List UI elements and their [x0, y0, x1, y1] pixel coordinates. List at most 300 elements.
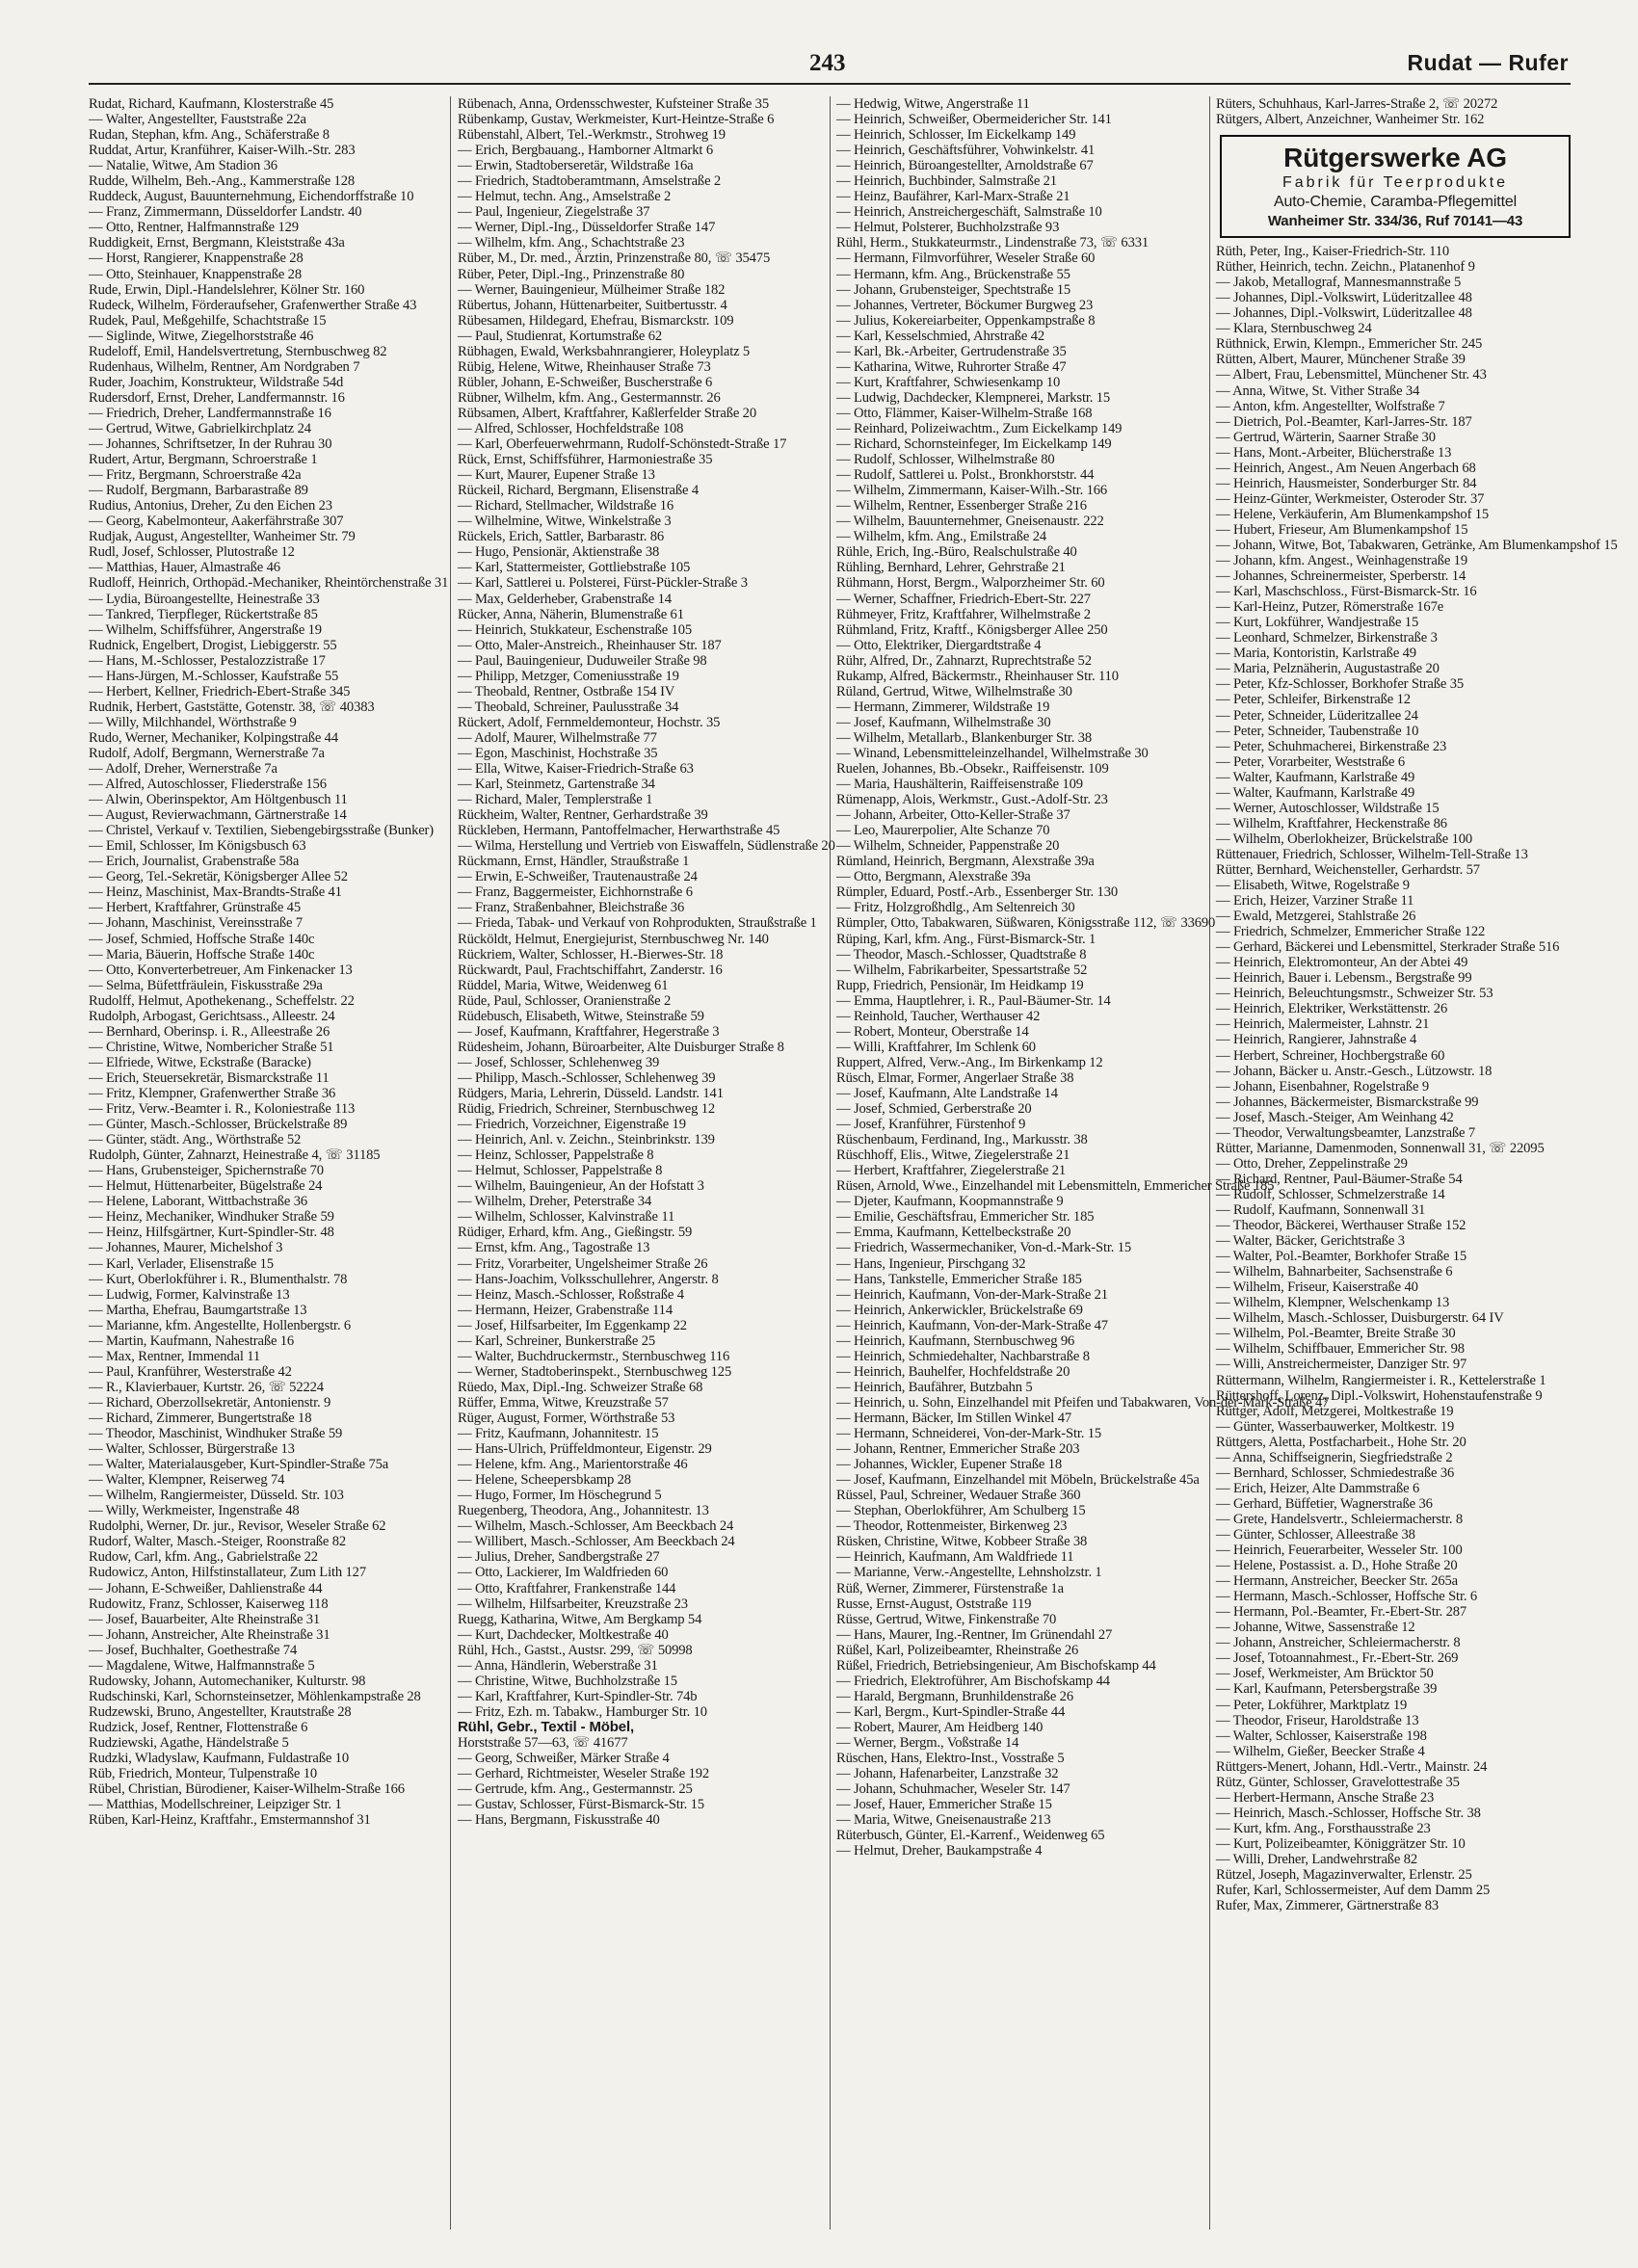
directory-entry: Rudde, Wilhelm, Beh.-Ang., Kammerstraße 128 — [89, 173, 355, 190]
directory-entry: — Erich, Heizer, Varziner Straße 11 — [1216, 893, 1414, 910]
directory-entry: Rudenhaus, Wilhelm, Rentner, Am Nordgraben 7 — [89, 358, 360, 375]
directory-entry: Rüsch, Elmar, Former, Angerlaer Straße 38 — [836, 1069, 1074, 1086]
directory-entry: Rücker, Anna, Näherin, Blumenstraße 61 — [458, 606, 684, 622]
directory-entry: Rücköldt, Helmut, Energiejurist, Sternbuschweg Nr. 140 — [458, 931, 769, 947]
directory-entry: — Karl, Verlader, Elisenstraße 15 — [89, 1255, 274, 1272]
directory-entry: — Theodor, Verwaltungsbeamter, Lanzstraße 7 — [1216, 1124, 1476, 1141]
directory-entry: — Heinz, Mechaniker, Windhuker Straße 59 — [89, 1209, 334, 1226]
directory-entry: — Hermann, Schneiderei, Von-der-Mark-Str. 15 — [836, 1426, 1102, 1442]
directory-entry: — Werner, Bauingenieur, Mülheimer Straße 182 — [458, 281, 726, 298]
directory-entry: — Grete, Handelsvertr., Schleiermacherstr. 8 — [1216, 1511, 1463, 1527]
directory-entry: Rüschenbaum, Ferdinand, Ing., Markusstr. 38 — [836, 1132, 1088, 1148]
directory-entry: Rückleben, Hermann, Pantoffelmacher, Herwarthstraße 45 — [458, 823, 780, 839]
directory-entry: — Frieda, Tabak- und Verkauf von Rohprodukten, Straußstraße 1 — [458, 915, 817, 932]
directory-entry: — Johann, Rentner, Emmericher Straße 203 — [836, 1441, 1080, 1458]
directory-entry: — Paul, Studienrat, Kortumstraße 62 — [458, 328, 663, 344]
directory-entry: — Friedrich, Vorzeichner, Eigenstraße 19 — [458, 1117, 686, 1133]
directory-entry: Rückheim, Walter, Rentner, Gerhardstraße 39 — [458, 807, 708, 824]
directory-entry: — Günter, städt. Ang., Wörthstraße 52 — [89, 1132, 302, 1148]
directory-entry: Rümenapp, Alois, Werkmstr., Gust.-Adolf-Str. 23 — [836, 792, 1108, 808]
directory-entry: — Johann, Witwe, Bot, Tabakwaren, Getränke, Am Blumenkampshof 15 — [1216, 537, 1618, 553]
directory-entry: — Rudolf, Schlosser, Schmelzerstraße 14 — [1216, 1186, 1445, 1202]
directory-entry: Rückeil, Richard, Bergmann, Elisenstraße 4 — [458, 483, 699, 499]
directory-entry: Rübesamen, Hildegard, Ehefrau, Bismarckstr. 109 — [458, 312, 734, 329]
directory-column-1 — [89, 96, 449, 1829]
directory-entry: — Otto, Lackierer, Im Waldfrieden 60 — [458, 1565, 669, 1581]
directory-entry: — Ella, Witwe, Kaiser-Friedrich-Straße 63 — [458, 761, 694, 778]
directory-entry: — Walter, Kaufmann, Karlstraße 49 — [1216, 769, 1415, 785]
directory-entry: — Hans, Mont.-Arbeiter, Blücherstraße 13 — [1216, 444, 1452, 461]
directory-entry: — Klara, Sternbuschweg 24 — [1216, 321, 1372, 337]
directory-entry: — Maria, Bäuerin, Hoffsche Straße 140c — [89, 946, 315, 963]
directory-column-2 — [458, 96, 835, 1829]
directory-entry: — Helmut, Schlosser, Pappelstraße 8 — [458, 1163, 663, 1179]
directory-entry: Rübenkamp, Gustav, Werkmeister, Kurt-Heintze-Straße 6 — [458, 112, 775, 128]
directory-entry: — Wilhelm, Masch.-Schlosser, Duisburgerstr. 64 IV — [1216, 1310, 1504, 1327]
directory-entry: — Hans, M.-Schlosser, Pestalozzistraße 17 — [89, 652, 326, 669]
directory-entry: — Werner, Dipl.-Ing., Düsseldorfer Straße 147 — [458, 220, 716, 236]
directory-entry: — Heinrich, Bauer i. Lebensm., Bergstraße 99 — [1216, 970, 1472, 987]
directory-entry: — Heinz, Masch.-Schlosser, Roßstraße 4 — [458, 1286, 684, 1303]
directory-entry: — Wilma, Herstellung und Vertrieb von Eiswaffeln, Südlenstraße 20 — [458, 838, 835, 855]
directory-entry: — Gerhard, Büffetier, Wagnerstraße 36 — [1216, 1495, 1433, 1512]
directory-entry: — Gustav, Schlosser, Fürst-Bismarck-Str. 15 — [458, 1797, 704, 1813]
directory-entry: Rudorf, Walter, Masch.-Steiger, Roonstraße 82 — [89, 1534, 347, 1550]
directory-entry: — Johann, E-Schweißer, Dahlienstraße 44 — [89, 1580, 323, 1596]
directory-entry: — Fritz, Kaufmann, Johannitestr. 15 — [458, 1426, 659, 1442]
directory-entry: — Siglinde, Witwe, Ziegelhorststraße 46 — [89, 328, 314, 344]
directory-entry: Rudek, Paul, Meßgehilfe, Schachtstraße 15 — [89, 312, 327, 329]
directory-entry: — Karl, Kesselschmied, Ahrstraße 42 — [836, 328, 1045, 344]
directory-entry: — Theodor, Rottenmeister, Birkenweg 23 — [836, 1518, 1068, 1535]
directory-entry: Ruddeck, August, Bauunternehmung, Eichendorffstraße 10 — [89, 189, 414, 205]
directory-entry: — Otto, Steinhauer, Knappenstraße 28 — [89, 266, 302, 282]
directory-entry: — Paul, Bauingenieur, Duduweiler Straße 98 — [458, 652, 707, 669]
directory-entry: — Otto, Dreher, Zeppelinstraße 29 — [1216, 1155, 1408, 1172]
directory-entry: — Helene, Scheepersbkamp 28 — [458, 1472, 631, 1489]
directory-entry: Rüther, Heinrich, techn. Zeichn., Platanenhof 9 — [1216, 259, 1475, 276]
directory-entry: — Alfred, Autoschlosser, Fliederstraße 156 — [89, 777, 327, 793]
directory-entry: Rüßel, Friedrich, Betriebsingenieur, Am Bischofskamp 44 — [836, 1657, 1156, 1674]
directory-entry: — Winand, Lebensmitteleinzelhandel, Wilhelmstraße 30 — [836, 745, 1149, 761]
directory-entry: — Josef, Kaufmann, Einzelhandel mit Möbeln, Brückelstraße 45a — [836, 1472, 1200, 1489]
directory-entry: — Heinz, Baufährer, Karl-Marx-Straße 21 — [836, 189, 1070, 205]
directory-entry: — Josef, Schmied, Hoffsche Straße 140c — [89, 931, 315, 947]
directory-entry: — Franz, Straßenbahner, Bleichstraße 36 — [458, 900, 685, 916]
directory-entry: — Elisabeth, Witwe, Rogelstraße 9 — [1216, 878, 1410, 894]
directory-entry: — Johann, Maschinist, Vereinsstraße 7 — [89, 915, 303, 932]
directory-entry: Rüber, M., Dr. med., Ärztin, Prinzenstraße 80, ☏ 35475 — [458, 251, 771, 267]
directory-entry: Rüdig, Friedrich, Schreiner, Sternbuschweg 12 — [458, 1101, 716, 1118]
directory-entry: — Hermann, Anstreicher, Beecker Str. 265a — [1216, 1573, 1459, 1590]
directory-entry: — Johannes, Vertreter, Böckumer Burgweg 23 — [836, 297, 1094, 313]
directory-entry: Rudolf, Adolf, Bergmann, Wernerstraße 7a — [89, 745, 325, 761]
directory-entry: — Theodor, Friseur, Haroldstraße 13 — [1216, 1712, 1419, 1728]
directory-entry: Ruder, Joachim, Konstrukteur, Wildstraße 54d — [89, 374, 344, 390]
directory-entry: — Anna, Witwe, St. Vither Straße 34 — [1216, 382, 1420, 399]
directory-entry: — R., Klavierbauer, Kurtstr. 26, ☏ 52224 — [89, 1379, 324, 1395]
directory-entry: — Karl, Oberfeuerwehrmann, Rudolf-Schönstedt-Straße 17 — [458, 436, 787, 453]
directory-entry: — Günter, Wasserbauwerker, Moltkestr. 19 — [1216, 1418, 1455, 1435]
directory-entry: — Wilhelm, Masch.-Schlosser, Am Beeckbach 24 — [458, 1518, 734, 1535]
directory-entry: Rütten, Albert, Maurer, Münchener Straße 39 — [1216, 352, 1466, 368]
directory-column-4 — [1216, 96, 1618, 1914]
directory-entry: — Richard, Maler, Templerstraße 1 — [458, 792, 653, 808]
directory-entry: Rudert, Artur, Bergmann, Schroerstraße 1 — [89, 452, 318, 468]
directory-entry: — Kurt, Polizeibeamter, Königgrätzer Str. 10 — [1216, 1835, 1466, 1852]
directory-entry: — Günter, Masch.-Schlosser, Brückelstraße 89 — [89, 1117, 348, 1133]
directory-entry: Rüping, Karl, kfm. Ang., Fürst-Bismarck-Str. 1 — [836, 931, 1096, 947]
directory-entry: — Gertrude, kfm. Ang., Gestermannstr. 25 — [458, 1781, 693, 1798]
directory-entry: — Heinrich, Geschäftsführer, Vohwinkelstr. 41 — [836, 143, 1096, 159]
directory-entry: Rübner, Wilhelm, kfm. Ang., Gestermannstr. 26 — [458, 389, 721, 406]
advertisement-tagline: Fabrik für Teerprodukte — [1281, 174, 1509, 192]
directory-entry: — Walter, Kaufmann, Karlstraße 49 — [1216, 784, 1415, 801]
directory-entry: — Josef, Kaufmann, Alte Landstraße 14 — [836, 1086, 1058, 1101]
directory-entry: Rudschinski, Karl, Schornsteinsetzer, Möhlenkampstraße 28 — [89, 1688, 421, 1704]
directory-entry: — Otto, Rentner, Halfmannstraße 129 — [89, 220, 299, 236]
directory-entry: — Richard, Stellmacher, Wildstraße 16 — [458, 498, 674, 514]
directory-entry: Rüschen, Hans, Elektro-Inst., Vosstraße 5 — [836, 1751, 1065, 1767]
directory-entry: — Heinrich, Beleuchtungsmstr., Schweizer Str. 53 — [1216, 986, 1493, 1002]
directory-entry: — Gertrud, Witwe, Gabrielkirchplatz 24 — [89, 420, 311, 436]
directory-entry: Rudolph, Arbogast, Gerichtsass., Alleestr. 24 — [89, 1008, 335, 1024]
directory-entry: — Helene, Laborant, Wittbachstraße 36 — [89, 1194, 308, 1210]
directory-entry: Rückels, Erich, Sattler, Barbarastr. 86 — [458, 529, 665, 545]
directory-entry: Rudat, Richard, Kaufmann, Klosterstraße 45 — [89, 96, 334, 112]
directory-entry: — Heinrich, Elektriker, Werkstättenstr. 26 — [1216, 1001, 1448, 1017]
directory-entry: — Ewald, Metzgerei, Stahlstraße 26 — [1216, 909, 1416, 925]
directory-entry: — Ernst, kfm. Ang., Tagostraße 13 — [458, 1240, 650, 1256]
advertisement-address: Wanheimer Str. 334/36, Ruf 70141—43 — [1267, 213, 1523, 230]
directory-entry: — Richard, Rentner, Paul-Bäumer-Straße 54 — [1216, 1171, 1463, 1187]
directory-entry: — Albert, Frau, Lebensmittel, Münchener Str. 43 — [1216, 367, 1487, 383]
directory-entry: — Peter, Lokführer, Marktplatz 19 — [1216, 1697, 1408, 1713]
directory-entry: Rüterbusch, Günter, El.-Karrenf., Weidenweg 65 — [836, 1828, 1105, 1844]
directory-entry: — Wilhelm, Gießer, Beecker Straße 4 — [1216, 1743, 1425, 1759]
directory-entry: — Theodor, Bäckerei, Werthauser Straße 152 — [1216, 1218, 1466, 1234]
directory-entry: — Hermann, Heizer, Grabenstraße 114 — [458, 1302, 673, 1318]
directory-entry: — Helene, Postassist. a. D., Hohe Straße 20 — [1216, 1558, 1458, 1574]
advertisement-products: Auto-Chemie, Caramba-Pflegemittel — [1273, 194, 1518, 211]
directory-entry: — Heinz, Hilfsgärtner, Kurt-Spindler-Str. 48 — [89, 1225, 334, 1241]
directory-entry: Rühmland, Fritz, Kraftf., Königsberger Allee 250 — [836, 621, 1108, 638]
directory-entry: Rückert, Adolf, Fernmeldemonteur, Hochstr. 35 — [458, 714, 721, 730]
directory-entry: — Heinz, Maschinist, Max-Brandts-Straße 41 — [89, 884, 342, 901]
directory-entry: Rückmann, Ernst, Händler, Straußstraße 1 — [458, 854, 690, 870]
directory-entry: Rüsen, Arnold, Wwe., Einzelhandel mit Lebensmitteln, Emmericher Straße 185 — [836, 1178, 1275, 1195]
directory-entry: — Hans, Ingenieur, Pirschgang 32 — [836, 1255, 1026, 1272]
directory-entry: Rüdebusch, Elisabeth, Witwe, Steinstraße 59 — [458, 1008, 704, 1024]
directory-entry: — Heinrich, Büroangestellter, Arnoldstraße 67 — [836, 158, 1094, 174]
directory-entry: — Johann, Bäcker u. Anstr.-Gesch., Lützowstr. 18 — [1216, 1063, 1493, 1079]
directory-entry: — Josef, Schmied, Gerberstraße 20 — [836, 1101, 1032, 1118]
directory-entry: Rude, Erwin, Dipl.-Handelslehrer, Kölner Str. 160 — [89, 281, 365, 298]
directory-entry: Rübertus, Johann, Hüttenarbeiter, Suitbertusstr. 4 — [458, 297, 727, 313]
directory-entry: — Karl, Bk.-Arbeiter, Gertrudenstraße 35 — [836, 343, 1067, 359]
directory-entry: — Günter, Schlosser, Alleestraße 38 — [1216, 1526, 1415, 1543]
directory-entry: — Hans, Grubensteiger, Spichernstraße 70 — [89, 1163, 324, 1179]
directory-entry: — Walter, Klempner, Reiserweg 74 — [89, 1472, 285, 1489]
directory-entry: — Heinrich, u. Sohn, Einzelhandel mit Pfeifen und Tabakwaren, Von-der-Mark-Straße 47 — [836, 1394, 1330, 1411]
directory-entry: — Heinrich, Masch.-Schlosser, Hoffsche Str. 38 — [1216, 1805, 1481, 1821]
directory-entry: — Fritz, Ezh. m. Tabakw., Hamburger Str. 10 — [458, 1703, 707, 1720]
directory-entry: — Richard, Zimmerer, Bungertstraße 18 — [89, 1410, 312, 1426]
directory-entry: — Herbert, Kraftfahrer, Ziegelerstraße 21 — [836, 1163, 1066, 1179]
directory-entry: — Karl, Kaufmann, Petersbergstraße 39 — [1216, 1681, 1438, 1698]
directory-entry: — Georg, Kabelmonteur, Aakerfährstraße 307 — [89, 514, 344, 530]
directory-entry: Rüdiger, Erhard, kfm. Ang., Gießingstr. 59 — [458, 1225, 693, 1241]
directory-entry: Rüßel, Karl, Polizeibeamter, Rheinstraße 26 — [836, 1642, 1079, 1658]
directory-entry: Rüben, Karl-Heinz, Kraftfahr., Emstermannshof 31 — [89, 1812, 371, 1829]
running-head: Rudat — Rufer — [1407, 50, 1569, 75]
directory-entry: — Magdalene, Witwe, Halfmannstraße 5 — [89, 1657, 315, 1674]
directory-entry: — Josef, Totoannahmest., Fr.-Ebert-Str. 269 — [1216, 1650, 1459, 1667]
directory-entry: Rübhagen, Ewald, Werksbahnrangierer, Holeyplatz 5 — [458, 343, 751, 359]
directory-entry: — Helene, Verkäuferin, Am Blumenkampshof 15 — [1216, 506, 1490, 522]
directory-entry: Rüß, Werner, Zimmerer, Fürstenstraße 1a — [836, 1580, 1064, 1596]
directory-entry: — Heinrich, Kaufmann, Von-der-Mark-Straße 47 — [836, 1317, 1108, 1333]
directory-entry: — Fritz, Bergmann, Schroerstraße 42a — [89, 467, 302, 484]
column-rule — [1209, 96, 1210, 2229]
directory-entry: Rudowsky, Johann, Automechaniker, Kulturstr. 98 — [89, 1673, 366, 1689]
directory-entry: Rudersdorf, Ernst, Dreher, Landfermannstr. 16 — [89, 389, 345, 406]
directory-entry: — Werner, Stadtoberinspekt., Sternbuschweg 125 — [458, 1363, 732, 1380]
directory-entry: Rückwardt, Paul, Frachtschiffahrt, Zanderstr. 16 — [458, 962, 723, 978]
directory-entry: — Peter, Schleifer, Birkenstraße 12 — [1216, 692, 1411, 708]
directory-entry: Rukamp, Alfred, Bäckermstr., Rheinhauser Str. 110 — [836, 668, 1119, 684]
directory-entry: Rübenstahl, Albert, Tel.-Werkmstr., Strohweg 19 — [458, 127, 726, 144]
directory-entry: Rudeck, Wilhelm, Förderaufseher, Grafenwerther Straße 43 — [89, 297, 417, 313]
directory-entry: — Paul, Ingenieur, Ziegelstraße 37 — [458, 204, 650, 221]
directory-entry: Rüffer, Emma, Witwe, Kreuzstraße 57 — [458, 1394, 669, 1411]
directory-entry: Rudolph, Günter, Zahnarzt, Heinestraße 4, ☏ 31185 — [89, 1147, 381, 1164]
directory-entry: — Wilhelm, Schlosser, Kalvinstraße 11 — [458, 1209, 675, 1226]
directory-entry: — Georg, Schweißer, Märker Straße 4 — [458, 1751, 670, 1767]
directory-entry: Rüber, Peter, Dipl.-Ing., Prinzenstraße 80 — [458, 266, 685, 282]
directory-entry: — Werner, Schaffner, Friedrich-Ebert-Str. 227 — [836, 591, 1091, 607]
directory-entry: — Otto, Kraftfahrer, Frankenstraße 144 — [458, 1580, 676, 1596]
directory-entry: Rütgers, Albert, Anzeichner, Wanheimer Str. 162 — [1216, 112, 1485, 128]
directory-entry: — Christine, Witwe, Nombericher Straße 51 — [89, 1039, 334, 1055]
directory-entry: Rüdgers, Maria, Lehrerin, Düsseld. Landstr. 141 — [458, 1086, 724, 1101]
directory-entry: — Erich, Heizer, Alte Dammstraße 6 — [1216, 1480, 1420, 1496]
directory-entry: — Natalie, Witwe, Am Stadion 36 — [89, 158, 277, 174]
directory-entry: Rühling, Bernhard, Lehrer, Gehrstraße 21 — [836, 560, 1066, 576]
directory-entry: — Willi, Anstreichermeister, Danziger Str. 97 — [1216, 1357, 1467, 1373]
directory-entry: Rübenach, Anna, Ordensschwester, Kufsteiner Straße 35 — [458, 96, 769, 112]
directory-entry: — Johann, Grubensteiger, Spechtstraße 15 — [836, 281, 1071, 298]
directory-entry: — Wilhelm, Bahnarbeiter, Sachsenstraße 6 — [1216, 1264, 1453, 1280]
directory-entry: — Wilhelm, Metallarb., Blankenburger Str. 38 — [836, 729, 1093, 746]
directory-entry: — Josef, Hauer, Emmericher Straße 15 — [836, 1797, 1052, 1813]
directory-entry: Rüttgers-Menert, Johann, Hdl.-Vertr., Mainstr. 24 — [1216, 1758, 1488, 1775]
directory-entry: Rühmann, Horst, Bergm., Walporzheimer Str. 60 — [836, 575, 1105, 592]
directory-entry: — Paul, Kranführer, Westerstraße 42 — [89, 1363, 292, 1380]
directory-entry: — Elfriede, Witwe, Eckstraße (Baracke) — [89, 1054, 311, 1070]
directory-entry: Rudzick, Josef, Rentner, Flottenstraße 6 — [89, 1719, 308, 1735]
directory-entry: — Otto, Elektriker, Diergardtstraße 4 — [836, 637, 1042, 653]
directory-entry: — Josef, Bauarbeiter, Alte Rheinstraße 31 — [89, 1611, 321, 1627]
directory-entry: — Walter, Buchdruckermstr., Sternbuschweg 116 — [458, 1348, 730, 1364]
directory-entry: — Johann, Arbeiter, Otto-Keller-Straße 37 — [836, 807, 1070, 824]
directory-entry: Rübel, Christian, Bürodiener, Kaiser-Wilhelm-Straße 166 — [89, 1781, 405, 1798]
directory-entry: — Richard, Schornsteinfeger, Im Eickelkamp 149 — [836, 436, 1112, 453]
directory-entry: — Johannes, Schriftsetzer, In der Ruhrau 30 — [89, 436, 332, 453]
directory-entry: — Helene, kfm. Ang., Marientorstraße 46 — [458, 1457, 688, 1473]
directory-entry: — Emilie, Geschäftsfrau, Emmericher Str. 185 — [836, 1209, 1095, 1226]
directory-entry: Rübler, Johann, E-Schweißer, Buscherstraße 6 — [458, 374, 713, 390]
directory-entry: — Richard, Oberzollsekretär, Antonienstr. 9 — [89, 1394, 331, 1411]
directory-entry: — Johannes, Wickler, Eupener Straße 18 — [836, 1457, 1062, 1473]
directory-entry: Rüb, Friedrich, Monteur, Tulpenstraße 10 — [89, 1766, 318, 1782]
directory-entry: — Heinrich, Schlosser, Im Eickelkamp 149 — [836, 127, 1076, 144]
directory-entry: Rudzki, Wladyslaw, Kaufmann, Fuldastraße 10 — [89, 1751, 349, 1767]
directory-entry: — Otto, Flämmer, Kaiser-Wilhelm-Straße 168 — [836, 405, 1093, 421]
directory-entry: — Peter, Schneider, Lüderitzallee 24 — [1216, 707, 1418, 724]
directory-entry: — Martha, Ehefrau, Baumgartstraße 13 — [89, 1302, 307, 1318]
directory-entry: Rüschhoff, Elis., Witwe, Ziegelerstraße 21 — [836, 1147, 1070, 1164]
directory-entry: — Josef, Kaufmann, Wilhelmstraße 30 — [836, 714, 1051, 730]
directory-entry: Rüger, August, Former, Wörthstraße 53 — [458, 1410, 675, 1426]
directory-entry: Rüdesheim, Johann, Büroarbeiter, Alte Duisburger Straße 8 — [458, 1039, 784, 1055]
directory-entry: Rudo, Werner, Mechaniker, Kolpingstraße 44 — [89, 729, 338, 746]
directory-entry: — Kurt, Maurer, Eupener Straße 13 — [458, 467, 655, 484]
directory-entry: — Dietrich, Pol.-Beamter, Karl-Jarres-Str. 187 — [1216, 413, 1472, 430]
directory-entry: — Willibert, Masch.-Schlosser, Am Beeckbach 24 — [458, 1534, 735, 1550]
directory-entry: — Leo, Maurerpolier, Alte Schanze 70 — [836, 823, 1050, 839]
directory-entry: — Kurt, Dachdecker, Moltkestraße 40 — [458, 1626, 669, 1643]
directory-entry: Rümland, Heinrich, Bergmann, Alexstraße 39a — [836, 854, 1095, 870]
directory-entry: — Lydia, Büroangestellte, Heinestraße 33 — [89, 591, 320, 607]
directory-entry: — Josef, Schlosser, Schlehenweg 39 — [458, 1054, 660, 1070]
directory-entry: Rufer, Karl, Schlossermeister, Auf dem Damm 25 — [1216, 1883, 1491, 1899]
directory-entry: — Peter, Kfz-Schlosser, Borkhofer Straße 35 — [1216, 676, 1465, 693]
directory-entry: Rübsamen, Albert, Kraftfahrer, Kaßlerfelder Straße 20 — [458, 405, 756, 421]
directory-entry: — Helmut, Polsterer, Buchholzstraße 93 — [836, 220, 1060, 236]
directory-entry: Rütter, Marianne, Damenmoden, Sonnenwall 31, ☏ 22095 — [1216, 1140, 1545, 1156]
directory-entry: — Julius, Kokereiarbeiter, Oppenkampstraße 8 — [836, 312, 1096, 329]
directory-entry: — Heinrich, Buchbinder, Salmstraße 21 — [836, 173, 1057, 190]
directory-entry: Rühl, Gebr., Textil - Möbel, — [458, 1718, 635, 1735]
directory-entry: — Franz, Zimmermann, Düsseldorfer Landstr. 40 — [89, 204, 362, 221]
directory-entry: — Johannes, Bäckermeister, Bismarckstraße 99 — [1216, 1094, 1479, 1110]
directory-entry: — Kurt, Lokführer, Wandjestraße 15 — [1216, 615, 1419, 631]
directory-entry: — Tankred, Tierpfleger, Rückertstraße 85 — [89, 606, 318, 622]
directory-entry: — Johanne, Witwe, Sassenstraße 12 — [1216, 1620, 1415, 1636]
directory-entry: Rudan, Stephan, kfm. Ang., Schäferstraße 8 — [89, 127, 330, 144]
directory-entry: — Reinhold, Taucher, Werthauser 42 — [836, 1008, 1041, 1024]
directory-entry: Rudnick, Engelbert, Drogist, Liebiggerstr. 55 — [89, 637, 337, 653]
directory-entry: — Emma, Kaufmann, Kettelbeckstraße 20 — [836, 1225, 1071, 1241]
directory-entry: — Karl, Kraftfahrer, Kurt-Spindler-Str. 74b — [458, 1688, 698, 1704]
directory-entry: — Anton, kfm. Angestellter, Wolfstraße 7 — [1216, 398, 1445, 414]
directory-entry: — Matthias, Hauer, Almastraße 46 — [89, 560, 280, 576]
directory-entry: — Hedwig, Witwe, Angerstraße 11 — [836, 96, 1030, 112]
directory-entry: — Hugo, Former, Im Höschegrund 5 — [458, 1488, 662, 1504]
directory-entry: — Karl, Stattermeister, Gottliebstraße 105 — [458, 560, 691, 576]
directory-entry: Russe, Ernst-August, Oststraße 119 — [836, 1596, 1032, 1612]
directory-entry: — Selma, Büfettfräulein, Fiskusstraße 29a — [89, 977, 323, 993]
directory-entry: — Friedrich, Stadtoberamtmann, Amselstraße 2 — [458, 173, 722, 190]
directory-entry: Rudnik, Herbert, Gaststätte, Gotenstr. 38, ☏ 40383 — [89, 699, 375, 715]
directory-entry: — Emil, Schlosser, Im Königsbusch 63 — [89, 838, 306, 855]
directory-entry: — Theobald, Schreiner, Paulusstraße 34 — [458, 699, 679, 715]
directory-entry: — Heinrich, Kaufmann, Von-der-Mark-Straße 21 — [836, 1286, 1108, 1303]
directory-entry: — Hermann, Filmvorführer, Weseler Straße 60 — [836, 251, 1096, 267]
directory-entry: — Hugo, Pensionär, Aktienstraße 38 — [458, 544, 660, 561]
directory-entry: — Werner, Bergm., Voßstraße 14 — [836, 1734, 1019, 1751]
directory-entry: Ruegg, Katharina, Witwe, Am Bergkamp 54 — [458, 1611, 702, 1627]
directory-entry: — Franz, Baggermeister, Eichhornstraße 6 — [458, 884, 693, 901]
directory-entry: Ruelen, Johannes, Bb.-Obsekr., Raiffeisenstr. 109 — [836, 761, 1109, 778]
directory-entry: — Fritz, Vorarbeiter, Ungelsheimer Straße 26 — [458, 1255, 708, 1272]
directory-entry: — Werner, Autoschlosser, Wildstraße 15 — [1216, 800, 1440, 816]
page-number: 243 — [809, 50, 846, 76]
directory-entry: — Wilhelm, Schiffsführer, Angerstraße 19 — [89, 621, 322, 638]
directory-entry: — Gerhard, Bäckerei und Lebensmittel, Sterkrader Straße 516 — [1216, 939, 1560, 956]
directory-entry: — Johannes, Maurer, Michelshof 3 — [89, 1240, 283, 1256]
directory-entry: — Robert, Monteur, Oberstraße 14 — [836, 1023, 1029, 1040]
directory-entry: Rudolphi, Werner, Dr. jur., Revisor, Weseler Straße 62 — [89, 1518, 386, 1535]
directory-entry: — Hermann, kfm. Ang., Brückenstraße 55 — [836, 266, 1070, 282]
directory-entry: — Rudolf, Sattlerei u. Polst., Bronkhorststr. 44 — [836, 467, 1095, 484]
directory-entry: Rüthnick, Erwin, Klempn., Emmericher Str. 245 — [1216, 336, 1483, 353]
directory-entry: — Johann, kfm. Angest., Weinhagenstraße 19 — [1216, 553, 1467, 569]
directory-entry: Rümpler, Eduard, Postf.-Arb., Essenberger Str. 130 — [836, 884, 1118, 901]
directory-entry: Rütz, Günter, Schlosser, Gravelottestraße 35 — [1216, 1774, 1460, 1790]
directory-entry: Rüedo, Max, Dipl.-Ing. Schweizer Straße 68 — [458, 1379, 703, 1395]
directory-entry: — Helmut, techn. Ang., Amselstraße 2 — [458, 189, 672, 205]
directory-entry: — Wilhelm, Hilfsarbeiter, Kreuzstraße 23 — [458, 1596, 688, 1612]
directory-entry: — Friedrich, Schmelzer, Emmericher Straße 122 — [1216, 924, 1486, 940]
directory-entry: Rüttgers, Aletta, Postfacharbeit., Hohe Str. 20 — [1216, 1434, 1466, 1450]
directory-entry: — Philipp, Masch.-Schlosser, Schlehenweg 39 — [458, 1069, 716, 1086]
directory-entry: — Marianne, kfm. Angestellte, Hollenbergstr. 6 — [89, 1317, 352, 1333]
directory-entry: — Maria, Witwe, Gneisenaustraße 213 — [836, 1812, 1051, 1829]
directory-entry: Rudolff, Helmut, Apothekenang., Scheffelstr. 22 — [89, 992, 355, 1009]
directory-entry: — Wilhelm, Oberlokheizer, Brückelstraße 100 — [1216, 831, 1473, 847]
directory-entry: — Kurt, Kraftfahrer, Schwiesenkamp 10 — [836, 374, 1061, 390]
directory-entry: Rupp, Friedrich, Pensionär, Im Heidkamp 19 — [836, 977, 1084, 993]
directory-entry: — Josef, Buchhalter, Goethestraße 74 — [89, 1642, 298, 1658]
directory-entry: — Gertrud, Wärterin, Saarner Straße 30 — [1216, 429, 1436, 445]
directory-entry: — Wilhelm, Bauunternehmer, Gneisenaustr. 222 — [836, 514, 1104, 530]
directory-entry: — Theobald, Rentner, Ostbraße 154 IV — [458, 683, 675, 699]
directory-entry: — Emma, Hauptlehrer, i. R., Paul-Bäumer-Str. 14 — [836, 992, 1111, 1009]
directory-entry: — Johannes, Schreinermeister, Sperberstr. 14 — [1216, 568, 1466, 585]
directory-entry: — Friedrich, Dreher, Landfermannstraße 16 — [89, 405, 331, 421]
directory-entry: — Wilhelm, Fabrikarbeiter, Spessartstraße 52 — [836, 962, 1088, 978]
directory-entry: — Karl, Sattlerei u. Polsterei, Fürst-Pückler-Straße 3 — [458, 575, 748, 592]
directory-entry: Rudzewski, Bruno, Angestellter, Krautstraße 28 — [89, 1703, 352, 1720]
directory-entry: Ruddigkeit, Ernst, Bergmann, Kleiststraße 43a — [89, 235, 345, 251]
directory-entry: — Herbert, Schreiner, Hochbergstraße 60 — [1216, 1047, 1445, 1064]
directory-entry: Rützel, Joseph, Magazinverwalter, Erlenstr. 25 — [1216, 1867, 1472, 1884]
directory-entry: Rühle, Erich, Ing.-Büro, Realschulstraße 40 — [836, 544, 1077, 561]
directory-entry: — Heinrich, Bauhelfer, Hochfeldstraße 20 — [836, 1363, 1070, 1380]
directory-entry: — Walter, Bäcker, Gerichtstraße 3 — [1216, 1233, 1405, 1250]
directory-entry: — Willi, Dreher, Landwehrstraße 82 — [1216, 1851, 1418, 1867]
directory-entry: Rüddel, Maria, Witwe, Weidenweg 61 — [458, 977, 669, 993]
directory-entry: — Jakob, Metallograf, Mannesmannstraße 5 — [1216, 275, 1462, 291]
directory-entry: — Wilhelm, Schiffbauer, Emmericher Str. 98 — [1216, 1341, 1465, 1358]
directory-entry: — Herbert, Kellner, Friedrich-Ebert-Straße 345 — [89, 683, 351, 699]
directory-entry: Rüde, Paul, Schlosser, Oranienstraße 2 — [458, 992, 672, 1009]
directory-entry: — Reinhard, Polizeiwachtm., Zum Eickelkamp 149 — [836, 420, 1123, 436]
directory-entry: Rübig, Helene, Witwe, Rheinhauser Straße 73 — [458, 358, 711, 375]
directory-entry: — Gerhard, Richtmeister, Weseler Straße 192 — [458, 1766, 710, 1782]
